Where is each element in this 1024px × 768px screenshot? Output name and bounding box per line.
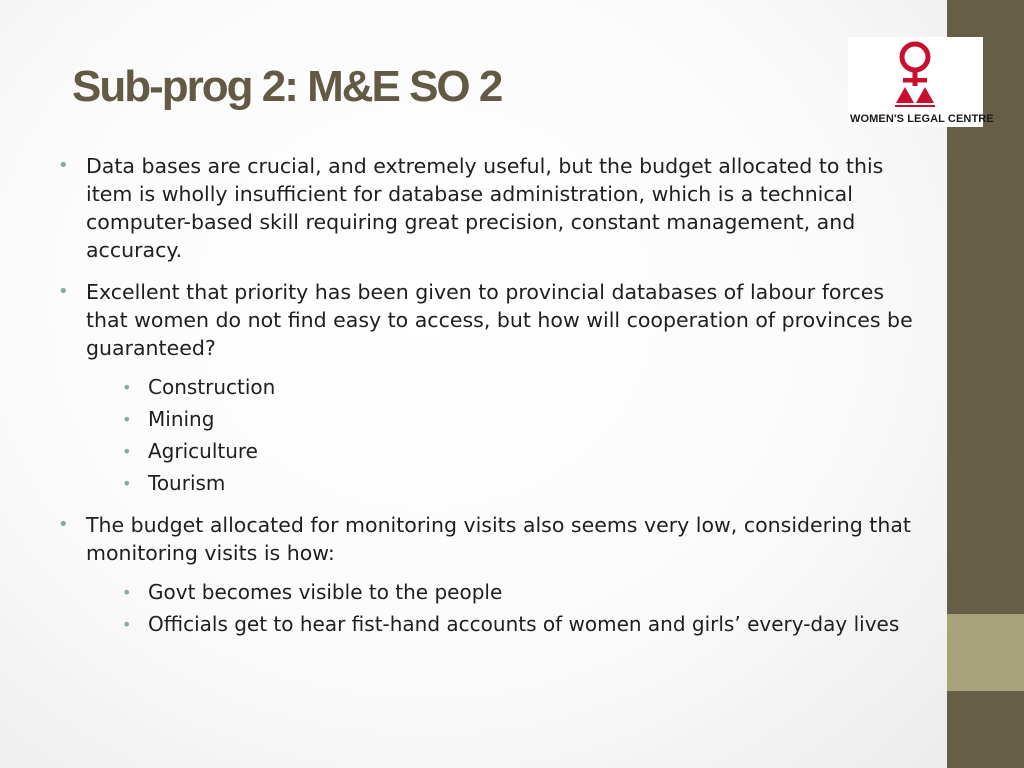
sub-bullet-item [86,374,926,401]
bullet-text: The budget allocated for monitoring visits also seems very low, considering that monitoring visits is how: [86,513,911,565]
sub-bullet-item [86,611,926,638]
bullet-icon: • [122,378,132,397]
bullet-item [56,152,926,264]
bullet-icon: • [122,410,132,429]
sub-bullet-text: Agriculture [148,439,258,463]
sub-bullet-list [86,579,926,638]
sub-bullet-text: Mining [148,407,215,431]
bullet-text: Excellent that priority has been given to provincial databases of labour forces that women do not find easy to access, but how will cooperation of provinces be guaranteed? [86,280,913,360]
slide-title: Sub-prog 2: M&E SO 2 [72,62,502,111]
sub-bullet-list [86,374,926,497]
sub-bullet-text: Govt becomes visible to the people [148,580,503,604]
sub-bullet-text: Officials get to hear fist-hand accounts of women and girls’ every-day lives [148,612,900,636]
womens-legal-centre-logo [848,37,994,127]
logo-text: WOMEN'S LEGAL CENTRE [850,113,994,125]
bullet-list [56,152,926,638]
bullet-item [56,278,926,497]
sub-bullet-item [86,579,926,606]
bullet-icon: • [58,281,69,302]
bullet-icon: • [122,583,132,602]
bullet-icon: • [58,155,69,176]
bullet-item [56,511,926,638]
bullet-icon: • [122,615,132,634]
sub-bullet-text: Construction [148,375,276,399]
sub-bullet-item [86,406,926,433]
female-symbol-icon [895,39,935,111]
bullet-icon: • [58,514,69,535]
bullet-icon: • [122,474,132,493]
sub-bullet-item [86,470,926,497]
sub-bullet-text: Tourism [148,471,226,495]
sub-bullet-item [86,438,926,465]
bullet-icon: • [122,442,132,461]
side-bar-accent [947,614,1024,691]
slide-content [56,152,926,652]
bullet-text: Data bases are crucial, and extremely useful, but the budget allocated to this item is wholly insufficient for database administration, which is a technical computer-based skill requiring great precision, constant management, and accuracy. [86,154,884,262]
